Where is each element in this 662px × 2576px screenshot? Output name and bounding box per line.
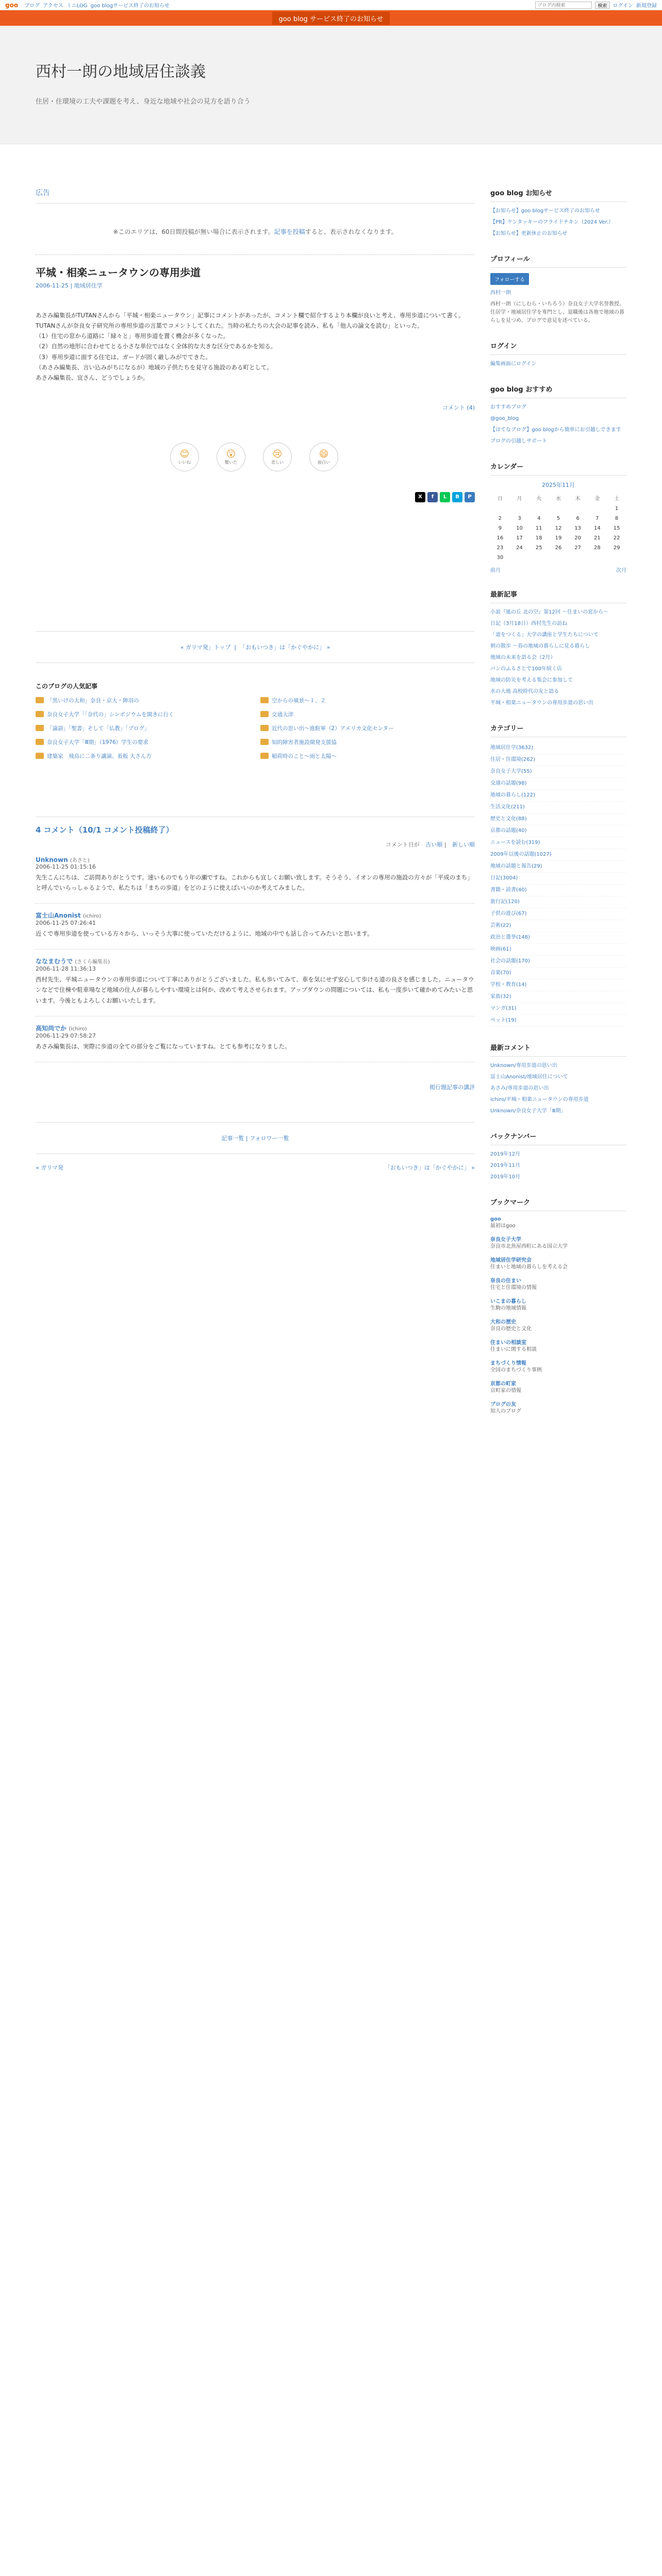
- entry-body: [36, 310, 475, 383]
- category-item[interactable]: 学校・教育(14): [490, 979, 626, 991]
- weekday: 月: [517, 496, 522, 502]
- calendar-day: [549, 553, 568, 563]
- crown-icon: [260, 739, 269, 745]
- calendar-month: 2025年11月: [542, 482, 575, 488]
- entry: [36, 255, 475, 502]
- comment-date: 2006-11-28 11:36:13: [36, 965, 96, 973]
- bookmark-desc: 住まいに関する相談: [490, 1347, 537, 1352]
- calendar-table: [490, 492, 626, 563]
- weekday: 水: [555, 496, 561, 502]
- sidebar: [490, 188, 626, 1431]
- comment-date: 2006-11-25 01:15:16: [36, 863, 96, 870]
- side-login: [490, 341, 626, 368]
- calendar-prev[interactable]: 前月: [490, 568, 501, 573]
- comment-author-site: (さくら編集長): [75, 959, 110, 965]
- calendar-day[interactable]: 22: [613, 535, 620, 541]
- comment-item: [36, 950, 475, 1016]
- calendar-day[interactable]: 28: [594, 545, 601, 551]
- calendar-day[interactable]: 11: [535, 526, 542, 531]
- calendar-day: [549, 504, 568, 514]
- weekday: 火: [536, 496, 542, 502]
- category-item[interactable]: 子供の遊び(67): [490, 908, 626, 920]
- comment-author[interactable]: Unknown: [36, 856, 68, 863]
- calendar-day[interactable]: 7: [595, 516, 599, 521]
- calendar-day: [490, 504, 510, 514]
- comment-author-site: (ichiro): [82, 913, 102, 920]
- bookmark-title[interactable]: まちづくり情報: [490, 1361, 526, 1366]
- calendar-day[interactable]: 19: [555, 535, 562, 541]
- entry-comment-link[interactable]: コメント (4): [442, 404, 475, 411]
- crown-icon: [260, 725, 269, 731]
- global-bar: [0, 0, 662, 10]
- pocket-share-icon[interactable]: P: [465, 492, 475, 502]
- crown-icon: [36, 753, 44, 759]
- crown-icon: [260, 753, 269, 759]
- calendar-day: [510, 504, 529, 514]
- calendar-day[interactable]: 14: [594, 526, 601, 531]
- sort-new-link[interactable]: 新しい順: [452, 841, 475, 848]
- entry-paragraph: （3）専用歩道に面する住宅は、ガードが固く厳しみがでてきた。: [36, 353, 211, 361]
- latest-comments-list: [490, 1062, 626, 1115]
- ad-note-post: すると、表示されなくなります。: [305, 228, 398, 235]
- recent-list: [490, 608, 626, 707]
- backnumber-list: [490, 1150, 626, 1181]
- bookmark-desc: 知人のブログ: [490, 1409, 521, 1414]
- calendar-day[interactable]: 15: [613, 526, 620, 531]
- entry-paragraph: あさみ編集長、宜さん、どうでしょうか。: [36, 374, 149, 381]
- comment-author-site: (ichiro): [69, 1026, 87, 1032]
- entry-paragraph: （2）自然の地形に合わせてとる小さな単位ではなく全体的な大きな区分であるかを知る。: [36, 343, 277, 350]
- line-share-icon[interactable]: L: [440, 492, 450, 502]
- entry-category[interactable]: 地域居住学: [74, 282, 103, 289]
- popular-item[interactable]: 建築家 飛鳥に二条り講演、着板 大さん方: [36, 752, 250, 760]
- article-list-link[interactable]: 記事一覧 | フォロワー一覧: [221, 1134, 289, 1142]
- side-categories-title: カテゴリー: [490, 723, 626, 737]
- category-item[interactable]: ニュースを読む(319): [490, 837, 626, 849]
- calendar-next[interactable]: 次月: [616, 568, 626, 573]
- calendar-day: [568, 504, 588, 514]
- calendar-day[interactable]: 10: [516, 526, 523, 531]
- hatena-share-icon[interactable]: B: [452, 492, 462, 502]
- category-item[interactable]: 音楽(70): [490, 968, 626, 979]
- calendar-day[interactable]: 29: [613, 545, 620, 551]
- gbar-link-access[interactable]: アクセス: [43, 3, 63, 9]
- bookmark-desc: 最初はgoo: [490, 1223, 516, 1229]
- calendar-day[interactable]: 6: [576, 516, 580, 521]
- calendar-day[interactable]: 21: [594, 535, 601, 541]
- calendar-day[interactable]: 18: [535, 535, 542, 541]
- recent-item[interactable]: 日記（3月18日）西村先生の訪ね: [490, 621, 568, 626]
- calendar-day[interactable]: 30: [496, 555, 504, 561]
- recent-item[interactable]: 水の大地 高校時代の友と語る: [490, 689, 559, 694]
- latest-comment-item[interactable]: Unknown/奈良女子大学「Ⅲ期」: [490, 1108, 566, 1114]
- share-buttons: [36, 492, 475, 502]
- entry-paragraph: TUTANさんが奈良女子研究所の専用歩道の言葉でコメントしてくれた。当時の私たちの大会の記事を読み、私も「他人の論文を読む」といった。: [36, 322, 423, 330]
- gbar-link-notice[interactable]: goo blogサービス終了のお知らせ: [90, 3, 170, 9]
- facebook-share-icon[interactable]: f: [427, 492, 438, 502]
- category-item[interactable]: 芸術(22): [490, 920, 626, 932]
- category-item[interactable]: 書籍・読書(40): [490, 885, 626, 896]
- more-comments-link[interactable]: 掲行題記事の講評: [429, 1083, 475, 1091]
- crown-icon: [260, 711, 269, 717]
- crown-icon: [260, 697, 269, 703]
- calendar-day: [588, 504, 607, 514]
- edit-login-link[interactable]: 編集画面にログイン: [490, 361, 537, 367]
- side-latest-comments-title: 最新コメント: [490, 1042, 626, 1057]
- calendar-day: [510, 553, 529, 563]
- recent-item[interactable]: 地域の未来を語る会（2月）: [490, 655, 556, 660]
- ad-title: 広告: [36, 188, 475, 204]
- gbar-signup[interactable]: 新規登録: [636, 3, 657, 9]
- goo-logo[interactable]: goo: [5, 1, 19, 9]
- category-item[interactable]: 2009年以後の話題(1027): [490, 849, 626, 861]
- recommend-item[interactable]: おすすめブログ: [490, 404, 527, 410]
- crown-icon: [36, 739, 44, 745]
- calendar-day[interactable]: 4: [537, 516, 541, 521]
- side-notice: [490, 188, 626, 238]
- blog-description: 住居・住環境の工夫や課題を考え、身近な地域や社会の見方を語り合う: [36, 98, 251, 106]
- weekday: 土: [614, 496, 620, 502]
- comment-text: 西村先生、平城ニュータウンの専用歩道について丁寧にありがとうございました。私も歩いてみて、車を気にせず安心して歩ける道の良さを感じました。ニュータウンなどで住棟や駐車場など地域の住人が暮らしやすい環境とは何か、改めて考えさせられます。アップダウンの問題については、私も一度歩いて確かめてみたいと思います。今後ともよろしくお願いいたします。: [36, 976, 474, 1004]
- profile-text: 西村一朗（にしむら・いちろう）奈良女子大学名誉教授。住居学・地域居住学を専門とし、退職後は各地で地域の暮らしを見つめ、ブログで意見を述べている。: [490, 301, 624, 324]
- calendar-day[interactable]: 27: [574, 545, 582, 551]
- side-bookmark: [490, 1197, 626, 1415]
- category-item[interactable]: 生活文化(211): [490, 802, 626, 814]
- recent-item[interactable]: 「道をつくる」大学の講座と学生たちについて: [490, 632, 599, 638]
- calendar-day[interactable]: 16: [496, 535, 504, 541]
- category-item[interactable]: 家族(32): [490, 991, 626, 1003]
- popular-item[interactable]: 「黒いけの大和」奈良・京大・陣羽の: [36, 697, 250, 704]
- weekday: 金: [594, 496, 600, 502]
- calendar-day[interactable]: 9: [498, 526, 502, 531]
- ad-note: [36, 204, 475, 255]
- calendar-day[interactable]: 5: [556, 516, 560, 521]
- recommend-item[interactable]: @goo_blog: [490, 416, 519, 421]
- side-bookmark-title: ブックマーク: [490, 1197, 626, 1211]
- service-end-banner[interactable]: [0, 10, 662, 26]
- side-recommend-title: goo blog おすすめ: [490, 384, 626, 398]
- blog-title[interactable]: 西村一朗の地域居住談義: [36, 63, 206, 81]
- category-item[interactable]: 歴史と文化(88): [490, 814, 626, 825]
- recommend-item[interactable]: 【はてなブログ】goo blogから簡単にお引越しできます: [490, 427, 621, 433]
- calendar-day: [529, 553, 549, 563]
- recent-item[interactable]: パンのふるさとで100年続く店: [490, 666, 562, 672]
- popular-item[interactable]: 近代の思い出～進駐軍（2）アメリカ文化センター: [260, 724, 475, 732]
- comment-text: 近くで専用歩道を使っている方々から、いっそう大事に使っていただけるように、地域の中でも話し合ってみたいと思います。: [36, 930, 373, 938]
- popular-item[interactable]: 空からの風景～１、２: [260, 697, 475, 704]
- bookmark-desc: 京町家の情報: [490, 1388, 521, 1394]
- sort-old-link[interactable]: 古い順: [425, 841, 443, 848]
- follow-button[interactable]: フォローする: [490, 273, 529, 285]
- category-item[interactable]: 地域居住学(3632): [490, 742, 626, 754]
- laugh-icon: 😄: [319, 448, 329, 460]
- blog-header: [0, 26, 662, 144]
- blog-search-input[interactable]: [535, 2, 592, 9]
- bookmark-title[interactable]: 地域居住学研究会: [490, 1258, 532, 1263]
- category-item[interactable]: ペット(19): [490, 1015, 626, 1027]
- reaction-sad[interactable]: 😢 悲しい: [263, 443, 294, 471]
- post-article-link[interactable]: 記事を投稿: [274, 228, 305, 235]
- popular-item[interactable]: 稲荷時のこと～雨と太陽～: [260, 752, 475, 760]
- bookmark-desc: 全国のまちづくり事例: [490, 1367, 542, 1373]
- side-calendar-title: カレンダー: [490, 461, 626, 476]
- calendar-day[interactable]: 2: [498, 516, 502, 521]
- side-categories: [490, 723, 626, 1027]
- popular-item[interactable]: 知的障害者施設開発支援協: [260, 738, 475, 746]
- bookmark-title[interactable]: 京都の町家: [490, 1381, 516, 1387]
- category-item[interactable]: 住居・住環境(262): [490, 754, 626, 766]
- side-notice-item[interactable]: 【PR】ケンタッキーのフライドチキン（2024 Ver.）: [490, 219, 614, 225]
- calendar-day[interactable]: 25: [535, 545, 542, 551]
- footer-prev-link[interactable]: « ガリマ発: [36, 1164, 64, 1171]
- bookmark-title[interactable]: goo: [490, 1216, 501, 1222]
- category-item[interactable]: 地域の暮らし(122): [490, 790, 626, 802]
- blog-search-button[interactable]: 検索: [595, 2, 609, 9]
- side-latest-comments: [490, 1042, 626, 1115]
- recent-item[interactable]: 平城・相楽ニュータウンの専用歩道の思い出: [490, 700, 593, 706]
- popular-title: このブログの人気記事: [36, 682, 98, 690]
- entry-title[interactable]: 平城・相楽ニュータウンの専用歩道: [36, 266, 201, 279]
- reaction-funny[interactable]: 😄 面白い: [309, 443, 340, 471]
- side-notice-title: goo blog お知らせ: [490, 188, 626, 202]
- next-entry-link[interactable]: 「おもいつき」は「かぐやかに」 »: [240, 643, 330, 651]
- smile-icon: 😊: [179, 448, 190, 460]
- bookmark-title[interactable]: いこまの暮らし: [490, 1299, 526, 1304]
- calendar-day: [529, 504, 549, 514]
- crown-icon: [36, 725, 44, 731]
- bookmark-title[interactable]: 大和の歴史: [490, 1319, 516, 1325]
- profile-name[interactable]: 西村一朗: [490, 290, 511, 296]
- reaction-like[interactable]: 😊 いいね: [170, 443, 201, 471]
- category-item[interactable]: 京都の話題(40): [490, 825, 626, 837]
- calendar-day[interactable]: 3: [518, 516, 521, 521]
- recent-item[interactable]: 小説『風の丘 北の空』第12回 ～住まいの窓から～: [490, 609, 609, 615]
- bookmark-title[interactable]: ブログの友: [490, 1402, 516, 1408]
- sad-icon: 😢: [272, 448, 283, 460]
- reaction-surprised[interactable]: 😲 驚いた: [217, 443, 247, 471]
- comment-item: [36, 1016, 475, 1062]
- category-item[interactable]: 日記(3004): [490, 873, 626, 885]
- latest-comment-item[interactable]: あさみ/専用歩道の思い出: [490, 1086, 549, 1091]
- crown-icon: [36, 711, 44, 717]
- latest-comment-item[interactable]: ichiro/平城・相楽ニュータウンの専用歩道: [490, 1097, 589, 1103]
- bookmark-title[interactable]: 奈良の住まい: [490, 1278, 521, 1284]
- category-item[interactable]: 映画(61): [490, 944, 626, 956]
- category-list: [490, 742, 626, 1027]
- side-profile: [490, 253, 626, 325]
- footer-pager: [36, 1154, 475, 1181]
- weekday: 木: [575, 496, 581, 502]
- calendar-day[interactable]: 17: [516, 535, 523, 541]
- footer-next-link[interactable]: 「おもいつき」は「かぐやかに」 »: [384, 1164, 475, 1171]
- comment-item: [36, 904, 475, 950]
- bookmark-desc: 住宅と住環境の情報: [490, 1285, 537, 1291]
- comment-date: 2006-11-29 07:58:27: [36, 1032, 96, 1039]
- category-item[interactable]: 地域の話題と報告(29): [490, 861, 626, 873]
- surprised-icon: 😲: [226, 448, 236, 460]
- comment-author[interactable]: ななまむうで: [36, 958, 73, 965]
- category-item[interactable]: 交通の話題(98): [490, 778, 626, 790]
- category-item[interactable]: 旅行記(120): [490, 896, 626, 908]
- comment-author[interactable]: 富士山Anonist: [36, 912, 81, 920]
- popular-item[interactable]: 交通大津: [260, 710, 475, 718]
- backnumber-item[interactable]: 2019年12月: [490, 1151, 521, 1157]
- comment-author-site: (あさと): [70, 857, 90, 863]
- bookmark-desc: 奈良市北魚屋西町にある国立大学: [490, 1244, 568, 1249]
- latest-comment-item[interactable]: 冨士山Anonist/地域居住について: [490, 1074, 568, 1080]
- entry-date: 2006-11-25: [36, 282, 69, 289]
- comment-item: [36, 849, 475, 904]
- comments-header: [36, 817, 475, 849]
- bookmark-desc: 奈良の歴史と文化: [490, 1326, 532, 1332]
- entry-paragraph: （あさみ編集長、言い込みがちになるが）地域の子供たちを見守る施設のある町として。: [36, 363, 273, 371]
- calendar-day: [588, 553, 607, 563]
- side-recent: [490, 589, 626, 707]
- calendar-day[interactable]: 23: [496, 545, 504, 551]
- recommend-item[interactable]: ブログの引越しサポート: [490, 438, 547, 444]
- x-share-icon[interactable]: X: [415, 492, 425, 502]
- calendar-day[interactable]: 8: [615, 516, 619, 521]
- category-item[interactable]: 奈良女子大学(55): [490, 766, 626, 778]
- side-login-title: ログイン: [490, 341, 626, 355]
- backnumber-item[interactable]: 2019年10月: [490, 1174, 521, 1180]
- comment-text: 先生こんにちは、ご訪問ありがとうです。速いものでもう年の瀬ですね。これからも宜しくお願い致します。そうそう、イオンの専用の施設の方々が「平成のまち」と呼んでいらっしゃるようで、私たちは「まちの歩道」をどのように使えばいいのか考えてみました。: [36, 873, 473, 891]
- comment-date: 2006-11-25 07:26:41: [36, 920, 96, 927]
- side-backnumber: [490, 1131, 626, 1181]
- calendar-nav: [490, 566, 626, 573]
- ad-note-pre: ※このエリアは、60日間投稿が無い場合に表示されます。: [113, 228, 274, 235]
- gbar-link-blog[interactable]: ブログ: [24, 3, 40, 9]
- content-wrap: [36, 144, 626, 1431]
- bookmark-title[interactable]: 住まいの相談室: [490, 1340, 526, 1346]
- bookmark-desc: 住まいと地域の暮らしを考える会: [490, 1264, 568, 1270]
- entry-paragraph: （1）住宅の窓から道路に「緑々と」専用歩道を置く機会が多くなった。: [36, 332, 229, 340]
- popular-item[interactable]: 奈良女子大学「Ⅲ期」（1976）学生の要求: [36, 738, 250, 746]
- side-recommend: [490, 384, 626, 446]
- side-backnumber-title: バックナンバー: [490, 1131, 626, 1145]
- recent-item[interactable]: 地域の防災を考える集会に参加して: [490, 677, 573, 683]
- calendar-day[interactable]: 1: [615, 506, 619, 512]
- comment-author[interactable]: 高知尚でか: [36, 1024, 67, 1032]
- category-item[interactable]: 政治と選挙(148): [490, 932, 626, 944]
- comments-sort: コメント日が 古い順 | 新しい順: [385, 841, 475, 848]
- weekday: 日: [497, 496, 503, 502]
- calendar-day[interactable]: 26: [555, 545, 562, 551]
- backnumber-item[interactable]: 2019年11月: [490, 1163, 521, 1168]
- popular-grid: [36, 697, 475, 760]
- gbar-right: [535, 1, 657, 9]
- calendar-day[interactable]: 13: [574, 526, 582, 531]
- category-item[interactable]: 社会の話題(170): [490, 956, 626, 968]
- comments-title: 4 コメント（10/1 コメント投稿終了）: [36, 825, 174, 835]
- side-notice-item[interactable]: 【お知らせ】更新休止のお知らせ: [490, 231, 568, 236]
- entry-paragraph: あさみ編集長がTUTANさんから「平城・相楽ニュータウン」記事にコメントがあったが、コメント欄で紹介するより本欄が良いと考え、専用歩道について書く。: [36, 312, 465, 319]
- gbar-login[interactable]: ログイン: [613, 3, 633, 9]
- latest-comment-item[interactable]: Unknown/専用歩道の思い出: [490, 1063, 557, 1069]
- category-item[interactable]: マンガ(31): [490, 1003, 626, 1015]
- recent-item[interactable]: 朝の散歩 ～春の地域の暮らしに見る暮らし: [490, 643, 590, 649]
- calendar-day: [607, 553, 626, 563]
- calendar-day[interactable]: 24: [516, 545, 523, 551]
- popular-articles: [36, 682, 475, 760]
- crown-icon: [36, 697, 44, 703]
- calendar-day: [568, 553, 588, 563]
- bookmark-desc: 生駒の地域情報: [490, 1306, 526, 1311]
- calendar-day[interactable]: 12: [555, 526, 562, 531]
- prev-entry-link[interactable]: « ガリマ発」トップ: [180, 643, 231, 651]
- side-calendar: [490, 461, 626, 573]
- bookmark-title[interactable]: 奈良女子大学: [490, 1237, 521, 1243]
- bookmark-list: [490, 1216, 626, 1415]
- reactions: [36, 443, 475, 471]
- side-profile-title: プロフィール: [490, 253, 626, 268]
- comment-text: あさみ編集長は、実際に歩道の全ての部分をご覧になっていますね。とても参考になりました。: [36, 1042, 291, 1050]
- entry-meta: 2006-11-25 | 地域居住学: [36, 282, 103, 289]
- popular-item[interactable]: 奈良女子大学「「奈代の」シンポジウムを開きに行く: [36, 710, 250, 718]
- side-notice-item[interactable]: 【お知らせ】goo blogサービス終了のお知らせ: [490, 208, 600, 214]
- service-end-text[interactable]: goo blog サービス終了のお知らせ: [272, 12, 389, 25]
- popular-item[interactable]: 「論語」「聖書」そして「仏教」「ブログ」: [36, 724, 250, 732]
- calendar-day[interactable]: 20: [574, 535, 582, 541]
- gbar-link-minilog[interactable]: ミニLOG: [66, 3, 88, 9]
- side-recent-title: 最新記事: [490, 589, 626, 603]
- main-column: [36, 188, 475, 1431]
- entry-pager: « ガリマ発」トップ | 「おもいつき」は「かぐやかに」 »: [36, 631, 475, 663]
- footer-nav: [36, 1122, 475, 1154]
